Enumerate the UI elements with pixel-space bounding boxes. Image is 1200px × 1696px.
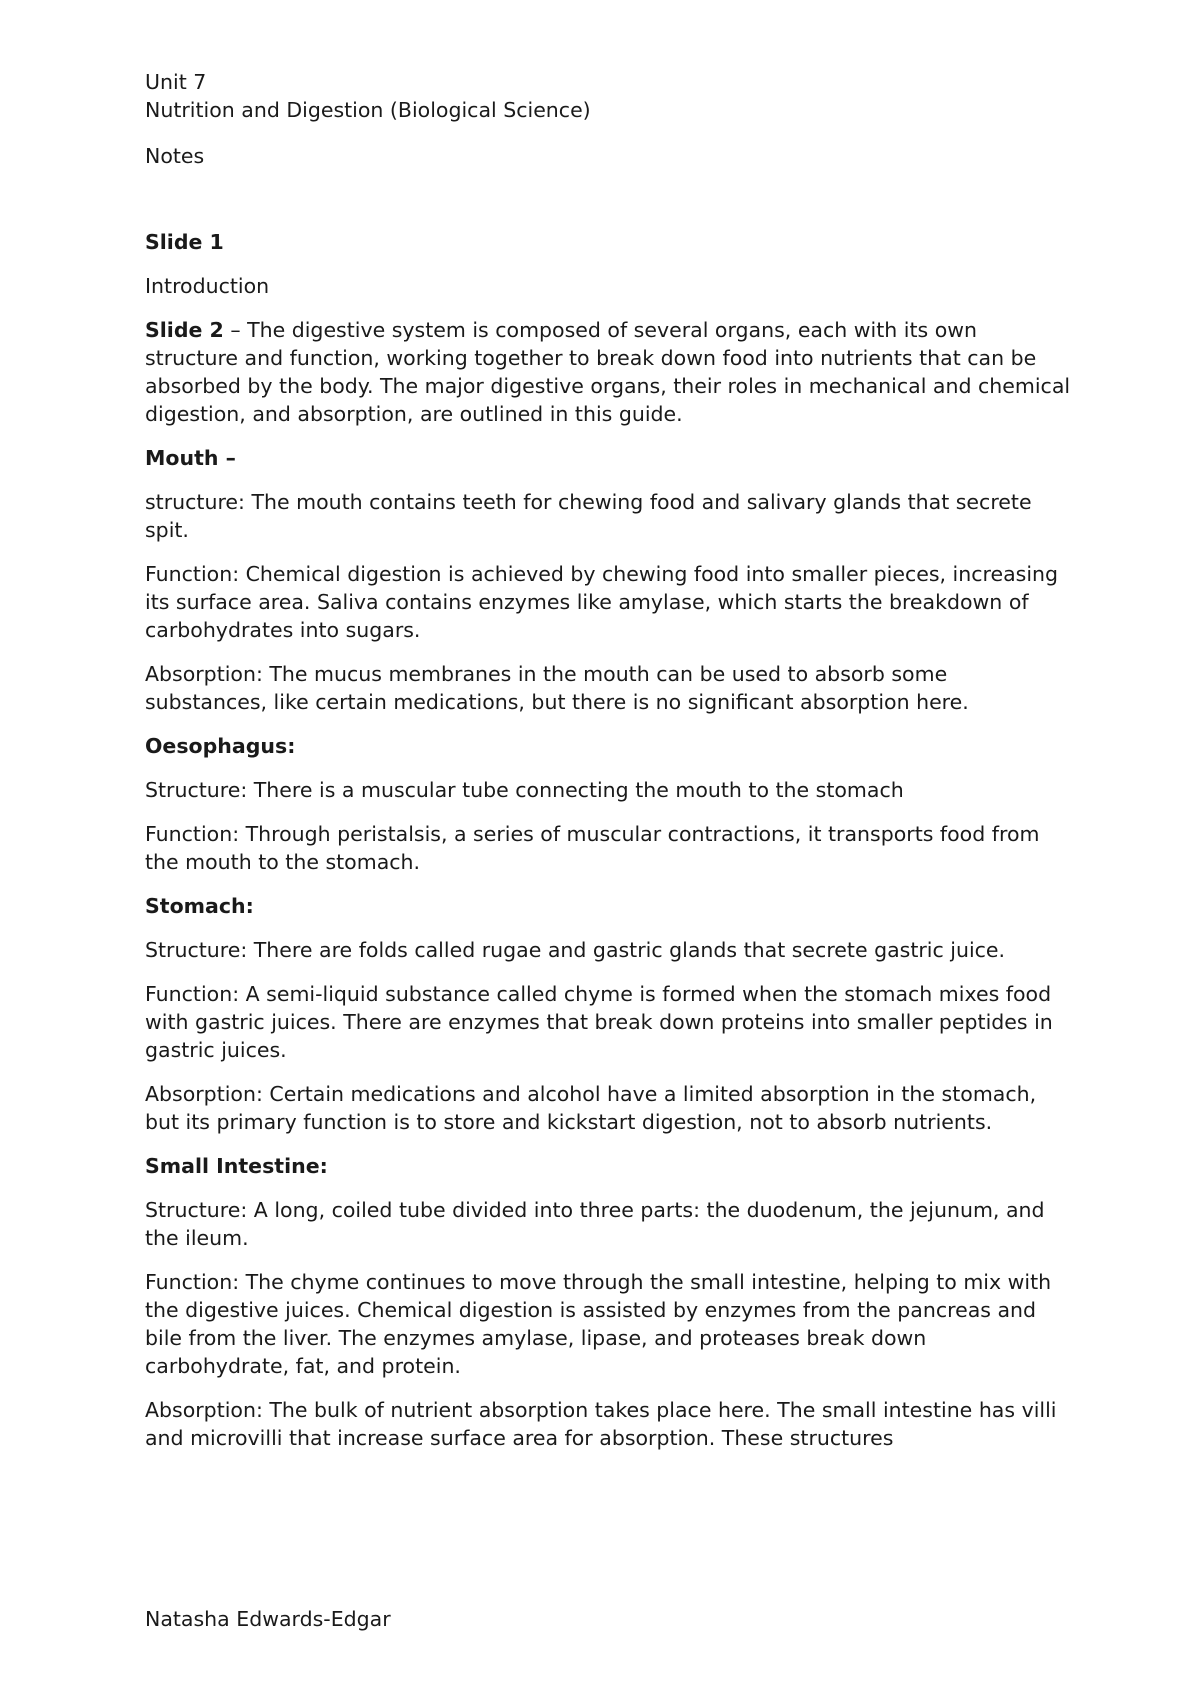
small-intestine-absorption: Absorption: The bulk of nutrient absorption takes place here. The small intestine has villi and microvilli that increase surface area for absorption. These structures bbox=[145, 1398, 1057, 1450]
mouth-absorption: Absorption: The mucus membranes in the mouth can be used to absorb some substances, like certain medications, but there is no significant absorption here. bbox=[145, 662, 969, 714]
stomach-absorption: Absorption: Certain medications and alcohol have a limited absorption in the stomach, but its primary function is to store and kickstart digestion, not to absorb nutrients. bbox=[145, 1082, 1037, 1134]
stomach-heading: Stomach: bbox=[145, 894, 254, 918]
stomach-function: Function: A semi-liquid substance called chyme is formed when the stomach mixes food with gastric juices. There are enzymes that break down proteins into smaller peptides in gastric juices. bbox=[145, 982, 1053, 1062]
mouth-function: Function: Chemical digestion is achieved by chewing food into smaller pieces, increasing its surface area. Saliva contains enzymes like amylase, which starts the breakdown of carbohydrates into sugars. bbox=[145, 562, 1059, 642]
slide-2-paragraph bbox=[145, 316, 1075, 428]
oesophagus-heading: Oesophagus: bbox=[145, 734, 296, 758]
stomach-structure: Structure: There are folds called rugae and gastric glands that secrete gastric juice. bbox=[145, 938, 1006, 962]
mouth-structure: structure: The mouth contains teeth for chewing food and salivary glands that secrete spit. bbox=[145, 490, 1032, 542]
oesophagus-structure: Structure: There is a muscular tube connecting the mouth to the stomach bbox=[145, 778, 904, 802]
oesophagus-function: Function: Through peristalsis, a series of muscular contractions, it transports food from the mouth to the stomach. bbox=[145, 822, 1040, 874]
slide-1-subtitle: Introduction bbox=[145, 274, 270, 298]
footer-author: Natasha Edwards-Edgar bbox=[145, 1607, 391, 1631]
small-intestine-structure: Structure: A long, coiled tube divided into three parts: the duodenum, the jejunum, and the ileum. bbox=[145, 1198, 1045, 1250]
mouth-heading: Mouth – bbox=[145, 446, 236, 470]
notes-label: Notes bbox=[145, 144, 205, 168]
course-title: Nutrition and Digestion (Biological Science) bbox=[145, 98, 591, 122]
slide-2-label: Slide 2 bbox=[145, 318, 224, 342]
slide-2-text: – The digestive system is composed of several organs, each with its own structure and function, working together to break down food into nutrients that can be absorbed by the body. The major digestive organs, their roles in mechanical and chemical digestion, and absorption, are outlined in this guide. bbox=[145, 318, 1071, 426]
small-intestine-heading: Small Intestine: bbox=[145, 1154, 328, 1178]
small-intestine-function: Function: The chyme continues to move through the small intestine, helping to mix with the digestive juices. Chemical digestion is assisted by enzymes from the pancreas and bile from the liver. The enzymes amylase, lipase, and proteases break down carbohydrate, fat, and protein. bbox=[145, 1270, 1052, 1378]
document-page bbox=[145, 68, 1075, 1468]
unit-label: Unit 7 bbox=[145, 70, 207, 94]
slide-1-heading: Slide 1 bbox=[145, 230, 224, 254]
